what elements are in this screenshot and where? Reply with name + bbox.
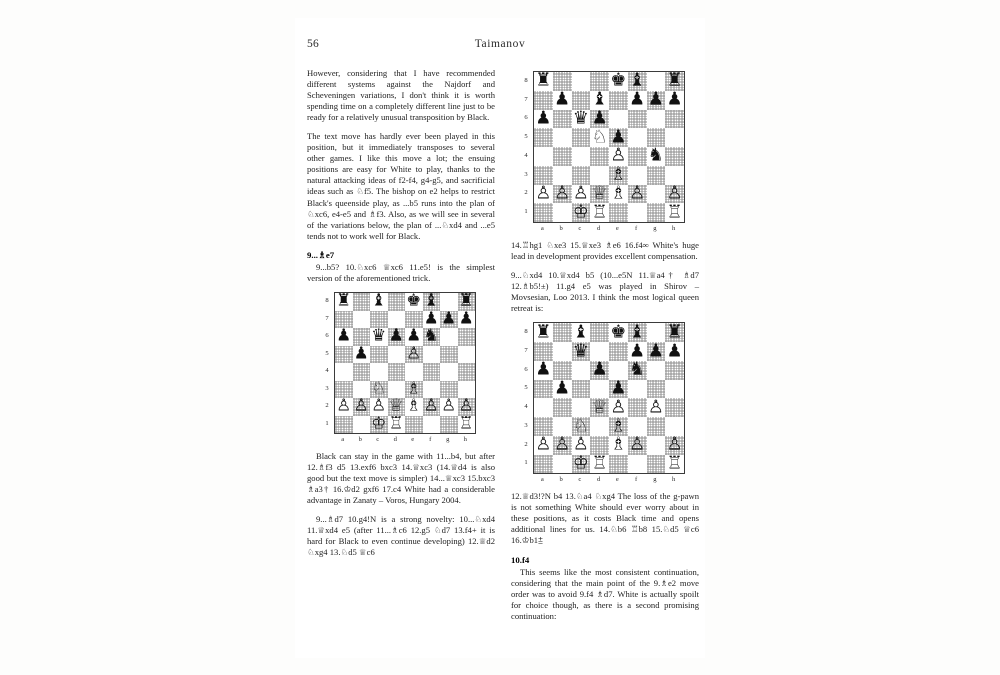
file-label: b	[358, 436, 362, 443]
board-square-c8	[370, 290, 388, 311]
board-square-h5	[458, 346, 476, 364]
left-column	[307, 68, 495, 648]
board-square-f7	[628, 88, 647, 110]
diagram-frame	[322, 292, 480, 445]
piece-black-pawn-b5: ♟	[353, 343, 369, 363]
piece-black-pawn-e5: ♟	[610, 377, 627, 399]
piece-white-pawn-e5: ♙	[406, 343, 422, 363]
rank-label: 2	[524, 189, 528, 197]
board-square-d4	[388, 363, 406, 381]
page-number: 56	[307, 38, 319, 50]
rank-label: 1	[325, 419, 329, 427]
board-square-f6	[423, 325, 441, 346]
board-square-d5	[590, 128, 609, 147]
board-square-h1	[665, 452, 684, 474]
board-square-b8	[353, 293, 371, 311]
rank-label: 6	[325, 332, 329, 340]
board-square-g3	[647, 417, 666, 436]
piece-white-pawn-h2: ♙	[666, 182, 683, 204]
board-square-f2	[628, 182, 647, 204]
piece-white-rook-h1: ♖	[666, 201, 683, 223]
board-square-b4	[553, 147, 572, 166]
board-square-a6	[335, 325, 353, 346]
rank-label: 4	[524, 151, 528, 159]
piece-white-knight-c3: ♘	[572, 414, 589, 436]
board-square-g2	[647, 185, 666, 204]
board-square-a2	[534, 182, 553, 204]
piece-white-pawn-c2: ♙	[371, 395, 387, 415]
board-square-b5	[353, 343, 371, 364]
file-label: d	[393, 436, 397, 443]
board-square-a4	[534, 147, 553, 166]
board-square-h5	[665, 380, 684, 399]
board-square-h4	[665, 147, 684, 166]
chess-board	[533, 322, 685, 474]
board-square-a6	[534, 358, 553, 380]
piece-white-pawn-f2: ♙	[629, 182, 646, 204]
piece-black-knight-f6: ♞	[629, 358, 646, 380]
board-square-a2	[335, 395, 353, 416]
piece-black-king-e8: ♚	[610, 69, 627, 91]
piece-black-pawn-h7: ♟	[666, 339, 683, 361]
rank-label: 7	[524, 346, 528, 354]
board-square-a8	[335, 290, 353, 311]
board-square-g3	[647, 166, 666, 185]
board-square-b4	[553, 398, 572, 417]
piece-black-rook-h8: ♜	[666, 69, 683, 91]
board-square-b1	[553, 455, 572, 474]
board-square-d6	[590, 358, 609, 380]
piece-white-king-c1: ♔	[371, 413, 387, 433]
piece-white-king-c1: ♔	[572, 201, 589, 223]
board-square-b4	[353, 363, 371, 381]
board-square-d8	[388, 293, 406, 311]
piece-white-pawn-e4: ♙	[610, 144, 627, 166]
board-square-e2	[609, 433, 628, 455]
piece-black-bishop-d7: ♝	[591, 88, 608, 110]
piece-white-pawn-c2: ♙	[572, 433, 589, 455]
body-paragraph: 9...b5? 10.♘xc6 ♕xc6 11.e5! is the simplest version of the aforementioned trick.	[307, 261, 495, 283]
body-paragraph: 12.♕d3!?N b4 13.♘a4 ♘xg4 The loss of the g-pawn is not something White should ever worry about in these positions, as it costs Black time and opens additional lines for us. 14.♘b6 ♖b8 15.♘d5 ♕c6 16.♔b1⩲	[511, 491, 699, 546]
board-square-c6	[370, 325, 388, 346]
board-square-d3	[590, 417, 609, 436]
board-square-d4	[590, 147, 609, 166]
board-square-d5	[388, 346, 406, 364]
piece-black-rook-h8: ♜	[458, 290, 474, 310]
board-square-h1	[458, 413, 476, 434]
rank-label: 4	[325, 367, 329, 375]
rank-label: 5	[524, 133, 528, 141]
board-square-e8	[609, 323, 628, 342]
piece-white-pawn-h2: ♙	[666, 433, 683, 455]
board-square-f4	[628, 398, 647, 417]
piece-black-queen-c6: ♛	[371, 325, 387, 345]
board-square-a6	[534, 107, 553, 129]
chess-diagram-bottom-left	[307, 292, 495, 445]
piece-black-pawn-d6: ♟	[591, 107, 608, 129]
board-square-b6	[553, 110, 572, 129]
board-square-f2	[628, 433, 647, 455]
board-square-b7	[353, 311, 371, 329]
piece-black-queen-c6: ♛	[572, 107, 589, 129]
board-square-e8	[405, 290, 423, 311]
board-square-h7	[665, 339, 684, 361]
running-head: Taimanov	[474, 38, 526, 50]
piece-black-pawn-f7: ♟	[423, 308, 439, 328]
file-label: h	[463, 436, 467, 443]
board-square-h7	[665, 88, 684, 110]
piece-black-bishop-c8: ♝	[371, 290, 387, 310]
piece-black-pawn-h7: ♟	[458, 308, 474, 328]
board-square-f5	[628, 128, 647, 147]
piece-black-pawn-g7: ♟	[647, 88, 664, 110]
board-square-e1	[609, 203, 628, 222]
rank-label: 3	[524, 170, 528, 178]
board-square-b7	[553, 342, 572, 361]
piece-white-rook-h1: ♖	[458, 413, 474, 433]
piece-black-rook-a8: ♜	[535, 321, 552, 343]
rank-label: 4	[524, 403, 528, 411]
board-square-a1	[534, 203, 553, 222]
board-square-g7	[647, 88, 666, 110]
file-label: g	[653, 476, 657, 484]
board-square-b1	[553, 203, 572, 222]
file-label: a	[540, 476, 544, 484]
board-square-g5	[440, 346, 458, 364]
rank-label: 6	[524, 365, 528, 373]
piece-white-pawn-b2: ♙	[554, 182, 571, 204]
piece-white-rook-d1: ♖	[591, 201, 608, 223]
chess-board	[334, 292, 476, 434]
file-label: e	[411, 436, 415, 443]
file-label: d	[596, 225, 601, 232]
rank-labels	[521, 322, 531, 472]
board-square-e5	[405, 343, 423, 364]
file-label: a	[341, 436, 345, 443]
piece-white-pawn-c2: ♙	[572, 182, 589, 204]
file-label: b	[559, 476, 563, 484]
board-square-a2	[534, 433, 553, 455]
piece-white-queen-d2: ♕	[388, 395, 404, 415]
board-square-c8	[572, 72, 591, 91]
piece-black-pawn-f7: ♟	[629, 339, 646, 361]
file-label: f	[635, 225, 638, 232]
piece-black-rook-a8: ♜	[535, 69, 552, 91]
board-square-h5	[665, 128, 684, 147]
chess-diagram-middle-right	[511, 322, 699, 485]
piece-white-knight-d5: ♘	[591, 126, 608, 148]
piece-black-king-e8: ♚	[610, 321, 627, 343]
piece-white-pawn-e4: ♙	[610, 396, 627, 418]
piece-white-pawn-b2: ♙	[353, 395, 369, 415]
piece-black-bishop-c8: ♝	[572, 321, 589, 343]
piece-white-pawn-a2: ♙	[535, 182, 552, 204]
board-square-c5	[370, 346, 388, 364]
board-square-f5	[423, 346, 441, 364]
board-square-b8	[553, 323, 572, 342]
piece-black-queen-c7: ♛	[572, 339, 589, 361]
rank-label: 7	[524, 95, 528, 103]
piece-black-pawn-a6: ♟	[535, 107, 552, 129]
board-square-c5	[572, 380, 591, 399]
board-square-e1	[405, 416, 423, 434]
piece-black-knight-f6: ♞	[423, 325, 439, 345]
board-square-g4	[440, 363, 458, 381]
board-square-g4	[647, 398, 666, 417]
piece-black-knight-g4: ♞	[647, 144, 664, 166]
move-heading: 10.f4	[511, 554, 530, 565]
diagram-frame	[521, 322, 689, 485]
board-square-g6	[440, 328, 458, 346]
file-label: f	[429, 436, 432, 443]
board-square-g2	[647, 436, 666, 455]
board-square-h6	[665, 361, 684, 380]
rank-label: 1	[524, 208, 528, 216]
chess-board	[533, 71, 685, 223]
piece-black-pawn-e6: ♟	[406, 325, 422, 345]
board-square-d1	[590, 203, 609, 222]
piece-black-pawn-h7: ♟	[666, 88, 683, 110]
rank-label: 7	[325, 314, 329, 322]
board-square-a4	[534, 398, 553, 417]
piece-white-rook-d1: ♖	[591, 452, 608, 474]
file-labels	[533, 475, 683, 484]
board-square-b1	[353, 416, 371, 434]
board-square-b7	[553, 88, 572, 110]
board-square-c1	[370, 413, 388, 434]
body-paragraph: 14.♖hg1 ♘xe3 15.♕xe3 ♗e6 16.f4∞ White's huge lead in development provides excellent compensation.	[511, 240, 699, 262]
chess-diagram-top-right	[511, 71, 699, 234]
board-square-e2	[609, 182, 628, 204]
rank-label: 8	[325, 297, 329, 305]
board-square-a1	[534, 455, 553, 474]
board-square-b2	[553, 182, 572, 204]
board-square-f4	[628, 147, 647, 166]
board-square-d1	[590, 452, 609, 474]
piece-white-pawn-f2: ♙	[629, 433, 646, 455]
board-square-e8	[609, 69, 628, 91]
rank-label: 5	[325, 349, 329, 357]
board-square-g7	[647, 339, 666, 361]
board-square-d6	[388, 325, 406, 346]
right-column	[511, 68, 699, 648]
file-label: c	[376, 436, 380, 443]
piece-black-pawn-d6: ♟	[388, 325, 404, 345]
rank-label: 3	[524, 421, 528, 429]
piece-white-bishop-e2: ♗	[610, 182, 627, 204]
file-label: h	[671, 476, 676, 484]
file-label: b	[559, 225, 563, 232]
diagram-frame	[521, 71, 689, 234]
rank-label: 6	[524, 114, 528, 122]
board-square-h4	[665, 398, 684, 417]
piece-white-bishop-e3: ♗	[610, 414, 627, 436]
rank-label: 3	[325, 384, 329, 392]
board-square-a8	[534, 323, 553, 342]
board-square-h4	[458, 363, 476, 381]
piece-white-queen-d2: ♕	[591, 182, 608, 204]
piece-white-pawn-f2: ♙	[423, 395, 439, 415]
file-label: e	[615, 225, 619, 232]
board-square-a5	[534, 380, 553, 399]
board-square-g1	[647, 455, 666, 474]
body-paragraph: The text move has hardly ever been played in this position, but it immediately transposes to several other games. I like this move a lot; the ensuing positions are easy for White to play, thanks to the natural attacking ideas of f2-f4, g4-g5, and sacrificial ideas such as ♘f5. The bishop on e2 helps to restrict Black's queenside play, as ...b5 runs into the plan of ♘xc6, e4-e5 and ♗f3. Also, as we will see in several of the variations below, the plan of ...♘xd4 and ...e5 tends not to work well for Black.	[307, 131, 495, 241]
board-square-a8	[534, 69, 553, 91]
board-square-f6	[628, 110, 647, 129]
board-square-a4	[335, 363, 353, 381]
piece-white-bishop-e3: ♗	[406, 378, 422, 398]
rank-label: 8	[524, 76, 528, 84]
board-square-b2	[353, 395, 371, 416]
piece-black-rook-a8: ♜	[336, 290, 352, 310]
board-square-d1	[388, 413, 406, 434]
board-square-g1	[440, 416, 458, 434]
piece-white-pawn-g4: ♙	[647, 396, 664, 418]
board-square-g6	[647, 361, 666, 380]
board-square-f6	[628, 358, 647, 380]
piece-white-pawn-a2: ♙	[535, 433, 552, 455]
file-label: g	[653, 225, 657, 232]
board-square-e1	[609, 455, 628, 474]
piece-white-king-c1: ♔	[572, 452, 589, 474]
piece-white-knight-c3: ♘	[371, 378, 387, 398]
rank-label: 2	[524, 440, 528, 448]
board-square-g2	[440, 395, 458, 416]
piece-white-bishop-e3: ♗	[610, 163, 627, 185]
rank-label: 8	[524, 328, 528, 336]
file-labels	[533, 224, 683, 233]
rank-label: 5	[524, 384, 528, 392]
piece-black-bishop-f8: ♝	[629, 69, 646, 91]
piece-black-pawn-a6: ♟	[535, 358, 552, 380]
body-paragraph: However, considering that I have recommended different systems against the Najdorf and Scheveningen variations, I don't think it is worth spending time on a completely different line just to be ready for a relatively unusual transposition by Black.	[307, 68, 495, 123]
file-label: e	[615, 476, 619, 484]
board-square-h1	[665, 203, 684, 222]
board-square-c6	[572, 361, 591, 380]
file-label: f	[635, 476, 638, 484]
piece-white-pawn-g2: ♙	[441, 395, 457, 415]
board-square-b5	[553, 128, 572, 147]
piece-black-pawn-f7: ♟	[629, 88, 646, 110]
board-square-f2	[423, 395, 441, 416]
piece-black-pawn-d6: ♟	[591, 358, 608, 380]
file-label: c	[578, 476, 582, 484]
body-paragraph: 9...♗d7 10.g4!N is a strong novelty: 10...♘xd4 11.♕xd4 e5 (after 11...♗c6 12.g5 ♘d7 13.f4+ it is hard for Black to even continue developing) 12.♕d2 ♘xg4 13.♘d5 ♕c6	[307, 514, 495, 558]
piece-black-rook-h8: ♜	[666, 321, 683, 343]
file-label: h	[671, 225, 676, 232]
book-page-sheet	[295, 18, 705, 658]
board-square-a5	[335, 346, 353, 364]
piece-black-pawn-g7: ♟	[647, 339, 664, 361]
board-square-c1	[572, 452, 591, 474]
piece-white-pawn-b2: ♙	[554, 433, 571, 455]
board-square-f1	[423, 416, 441, 434]
page-header	[295, 38, 705, 54]
rank-labels	[521, 71, 531, 221]
board-square-c6	[572, 107, 591, 129]
board-square-b5	[553, 377, 572, 399]
board-square-b2	[553, 433, 572, 455]
piece-black-pawn-b5: ♟	[554, 377, 571, 399]
board-square-f1	[628, 455, 647, 474]
board-square-f5	[628, 380, 647, 399]
body-paragraph: This seems like the most consistent continuation, considering that the main point of the 9.♗e2 move order was to avoid 9.f4 ♗d7. White is actually spoilt for choice though, as there is a second promising continuation:	[511, 566, 699, 621]
board-square-h7	[458, 308, 476, 329]
rank-label: 1	[524, 459, 528, 467]
piece-black-bishop-f8: ♝	[629, 321, 646, 343]
file-label: a	[540, 225, 544, 232]
two-column-body	[307, 68, 699, 648]
piece-white-queen-d4: ♕	[591, 396, 608, 418]
piece-white-bishop-e2: ♗	[406, 395, 422, 415]
body-paragraph: Black can stay in the game with 11...b4, but after 12.♗f3 d5 13.exf6 bxc3 14.♕xc3 (14.♕d4 is also good but the text move is simpler) 14...♕xc3 15.bxc3 ♗a3† 16.♔d2 gxf6 17.c4 White had a considerable advantage in Zanaty – Voros, Hungary 2004.	[307, 451, 495, 506]
piece-black-king-e8: ♚	[406, 290, 422, 310]
piece-black-pawn-a6: ♟	[336, 325, 352, 345]
board-square-d4	[590, 398, 609, 417]
rank-label: 2	[325, 402, 329, 410]
rank-labels	[322, 292, 332, 432]
board-square-g7	[440, 308, 458, 329]
board-square-e7	[609, 342, 628, 361]
piece-white-bishop-e2: ♗	[610, 433, 627, 455]
piece-white-pawn-h2: ♙	[458, 395, 474, 415]
board-square-a1	[335, 416, 353, 434]
board-square-g6	[647, 110, 666, 129]
board-square-c5	[572, 128, 591, 147]
board-square-d8	[590, 323, 609, 342]
board-square-f1	[628, 203, 647, 222]
file-label: g	[446, 436, 450, 443]
file-label: d	[596, 476, 601, 484]
file-labels	[334, 435, 474, 444]
board-square-f4	[423, 363, 441, 381]
board-square-c4	[572, 147, 591, 166]
piece-black-pawn-e5: ♟	[610, 126, 627, 148]
board-square-c1	[572, 203, 591, 222]
board-square-h6	[665, 110, 684, 129]
piece-white-rook-d1: ♖	[388, 413, 404, 433]
board-square-c7	[572, 339, 591, 361]
board-square-g4	[647, 144, 666, 166]
piece-black-pawn-b7: ♟	[554, 88, 571, 110]
move-heading: 9...♗e7	[307, 249, 335, 260]
body-paragraph: 9...♘xd4 10.♕xd4 b5 (10...e5N 11.♕a4† ♗d7 12.♗b5!±) 11.g4 e5 was played in Shirov – Movsesian, Loo 2013. I think the most logical queen retreat is:	[511, 270, 699, 314]
board-square-g1	[647, 203, 666, 222]
board-square-h6	[458, 328, 476, 346]
board-square-a5	[534, 128, 553, 147]
file-label: c	[578, 225, 582, 232]
board-square-e7	[609, 91, 628, 110]
piece-white-rook-h1: ♖	[666, 452, 683, 474]
piece-white-pawn-a2: ♙	[336, 395, 352, 415]
piece-black-pawn-g7: ♟	[441, 308, 457, 328]
board-square-e2	[405, 395, 423, 416]
piece-black-bishop-f8: ♝	[423, 290, 439, 310]
